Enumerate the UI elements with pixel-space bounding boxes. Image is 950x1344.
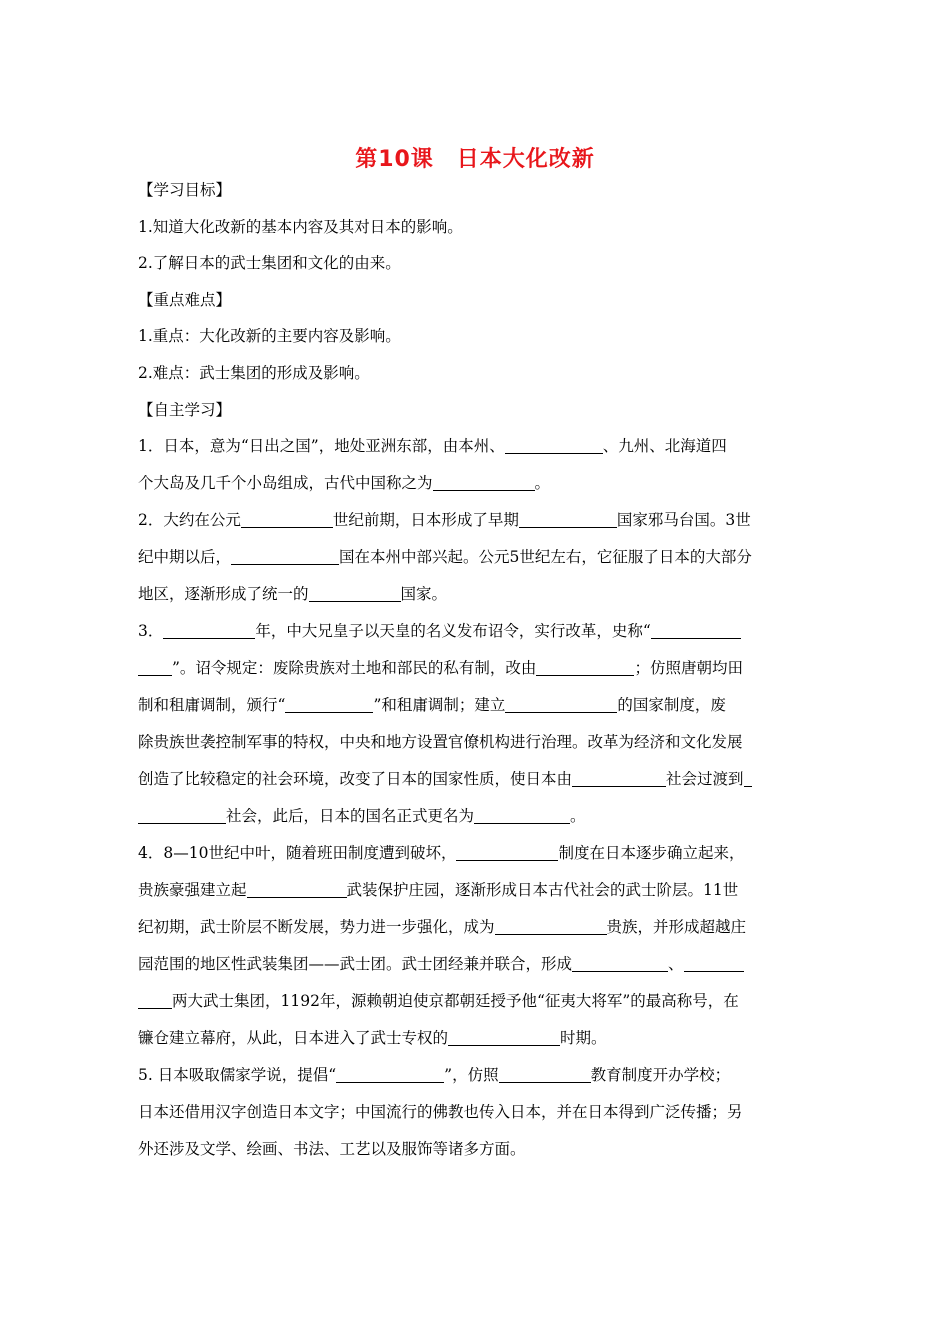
question-text: 创造了比较稳定的社会环境，改变了日本的国家性质，使日本由 (138, 770, 573, 789)
question-text: 2．大约在公元 (138, 511, 241, 530)
question-text: 、 (668, 955, 684, 974)
question-text: 社会过渡到 (666, 770, 744, 789)
question-text: 社会，此后，日本的国名正式更名为 (226, 807, 475, 826)
question-4-line (138, 946, 814, 983)
question-3-line (138, 687, 814, 724)
section-heading-goals: 【学习目标】 (138, 181, 232, 199)
question-text: 国家邪马台国。3世 (616, 511, 751, 530)
question-text: 国家。 (400, 585, 448, 604)
question-text: 3． (138, 622, 164, 641)
fill-blank[interactable] (519, 509, 617, 528)
question-text: 纪初期，武士阶层不断发展，势力进一步强化，成为 (138, 918, 495, 937)
fill-blank[interactable] (684, 953, 744, 972)
question-4-line (138, 872, 814, 909)
question-text: 1．日本，意为“日出之国”，地处亚洲东部，由本州、 (138, 437, 505, 456)
question-text: 武装保护庄园，逐渐形成日本古代社会的武士阶层。11世 (346, 881, 739, 900)
question-text: 个大岛及几千个小岛组成，古代中国称之为 (138, 474, 433, 493)
goal-item: 2.了解日本的武士集团和文化的由来。 (138, 254, 401, 273)
question-3-line (138, 613, 814, 650)
fill-blank[interactable] (572, 953, 668, 972)
section-heading-self-study: 【自主学习】 (138, 400, 232, 419)
question-5-line: 外还涉及文学、绘画、书法、工艺以及服饰等诸多方面。 (138, 1140, 526, 1159)
fill-blank[interactable] (536, 657, 634, 676)
question-3-line (138, 761, 814, 798)
question-4-line (138, 1020, 814, 1057)
fill-blank[interactable] (309, 583, 401, 602)
question-4-line (138, 909, 814, 946)
worksheet-body (138, 172, 814, 1168)
question-1-line (138, 465, 814, 502)
section-heading-key-points: 【重点难点】 (138, 290, 232, 309)
question-text: 时期。 (560, 1029, 607, 1048)
fill-blank[interactable] (433, 472, 535, 491)
fill-blank[interactable] (138, 805, 226, 824)
question-5-line: 日本还借用汉字创造日本文字；中国流行的佛教也传入日本，并在日本得到广泛传播；另 (138, 1103, 743, 1122)
question-text: ；仿照唐朝均田 (634, 659, 743, 678)
fill-blank[interactable] (285, 694, 373, 713)
question-text: 的国家制度，废 (617, 696, 726, 715)
question-text: 制度在日本逐步确立起来， (558, 844, 745, 863)
fill-blank[interactable] (163, 620, 255, 639)
fill-blank[interactable] (495, 916, 607, 935)
question-3-line: 除贵族世袭控制军事的特权，中央和地方设置官僚机构进行治理。改革为经济和文化发展 (138, 733, 743, 752)
fill-blank[interactable] (474, 805, 570, 824)
fill-blank[interactable] (138, 657, 172, 676)
fill-blank[interactable] (231, 546, 339, 565)
fill-blank[interactable] (744, 768, 752, 787)
question-1-line (138, 428, 814, 465)
fill-blank[interactable] (138, 990, 172, 1009)
key-point-item: 1.重点：大化改新的主要内容及影响。 (138, 327, 401, 346)
question-text: 贵族豪强建立起 (138, 881, 247, 900)
question-text: 5. 日本吸取儒家学说，提倡“ (138, 1066, 337, 1085)
question-text: 、九州、北海道四 (602, 437, 727, 456)
question-5-line (138, 1057, 814, 1094)
question-text: 世纪前期，日本形成了早期 (332, 511, 519, 530)
question-2-line (138, 539, 814, 576)
fill-blank[interactable] (499, 1064, 591, 1083)
fill-blank[interactable] (336, 1064, 444, 1083)
question-text: 制和租庸调制，颁行“ (138, 696, 286, 715)
question-3-line (138, 650, 814, 687)
goal-item: 1.知道大化改新的基本内容及其对日本的影响。 (138, 217, 463, 236)
fill-blank[interactable] (241, 509, 333, 528)
fill-blank[interactable] (572, 768, 666, 787)
fill-blank[interactable] (651, 620, 741, 639)
question-4-line (138, 835, 814, 872)
question-text: 园范围的地区性武装集团——武士团。武士团经兼并联合，形成 (138, 955, 573, 974)
question-text: ”，仿照 (444, 1066, 499, 1085)
question-text: ”。诏令规定：废除贵族对土地和部民的私有制，改由 (172, 659, 537, 678)
question-text: 纪中期以后， (138, 548, 232, 567)
fill-blank[interactable] (505, 435, 603, 454)
fill-blank[interactable] (247, 879, 347, 898)
key-point-item: 2.难点：武士集团的形成及影响。 (138, 363, 370, 382)
question-text: 镰仓建立幕府，从此，日本进入了武士专权的 (138, 1029, 449, 1048)
question-text: ”和租庸调制；建立 (373, 696, 506, 715)
question-2-line (138, 502, 814, 539)
question-text: 国在本州中部兴起。公元5世纪左右，它征服了日本的大部分 (339, 548, 752, 567)
page-title: 第10课 日本大化改新 (355, 147, 595, 172)
question-2-line (138, 576, 814, 613)
question-text: 地区，逐渐形成了统一的 (138, 585, 309, 604)
question-text: 贵族，并形成超越庄 (606, 918, 747, 937)
fill-blank[interactable] (448, 1027, 560, 1046)
question-text: 教育制度开办学校； (590, 1066, 731, 1085)
question-text: 4．8—10世纪中叶，随着班田制度遭到破坏， (138, 844, 457, 863)
question-text: 两大武士集团，1192年，源赖朝迫使京都朝廷授予他“征夷大将军”的最高称号，在 (172, 992, 739, 1011)
fill-blank[interactable] (505, 694, 617, 713)
question-3-line (138, 798, 814, 835)
question-text: 年，中大兄皇子以天皇的名义发布诏令，实行改革，史称“ (255, 622, 651, 641)
question-4-line (138, 983, 814, 1020)
fill-blank[interactable] (456, 842, 558, 861)
question-text: 。 (570, 807, 586, 826)
question-text: 。 (534, 474, 551, 493)
